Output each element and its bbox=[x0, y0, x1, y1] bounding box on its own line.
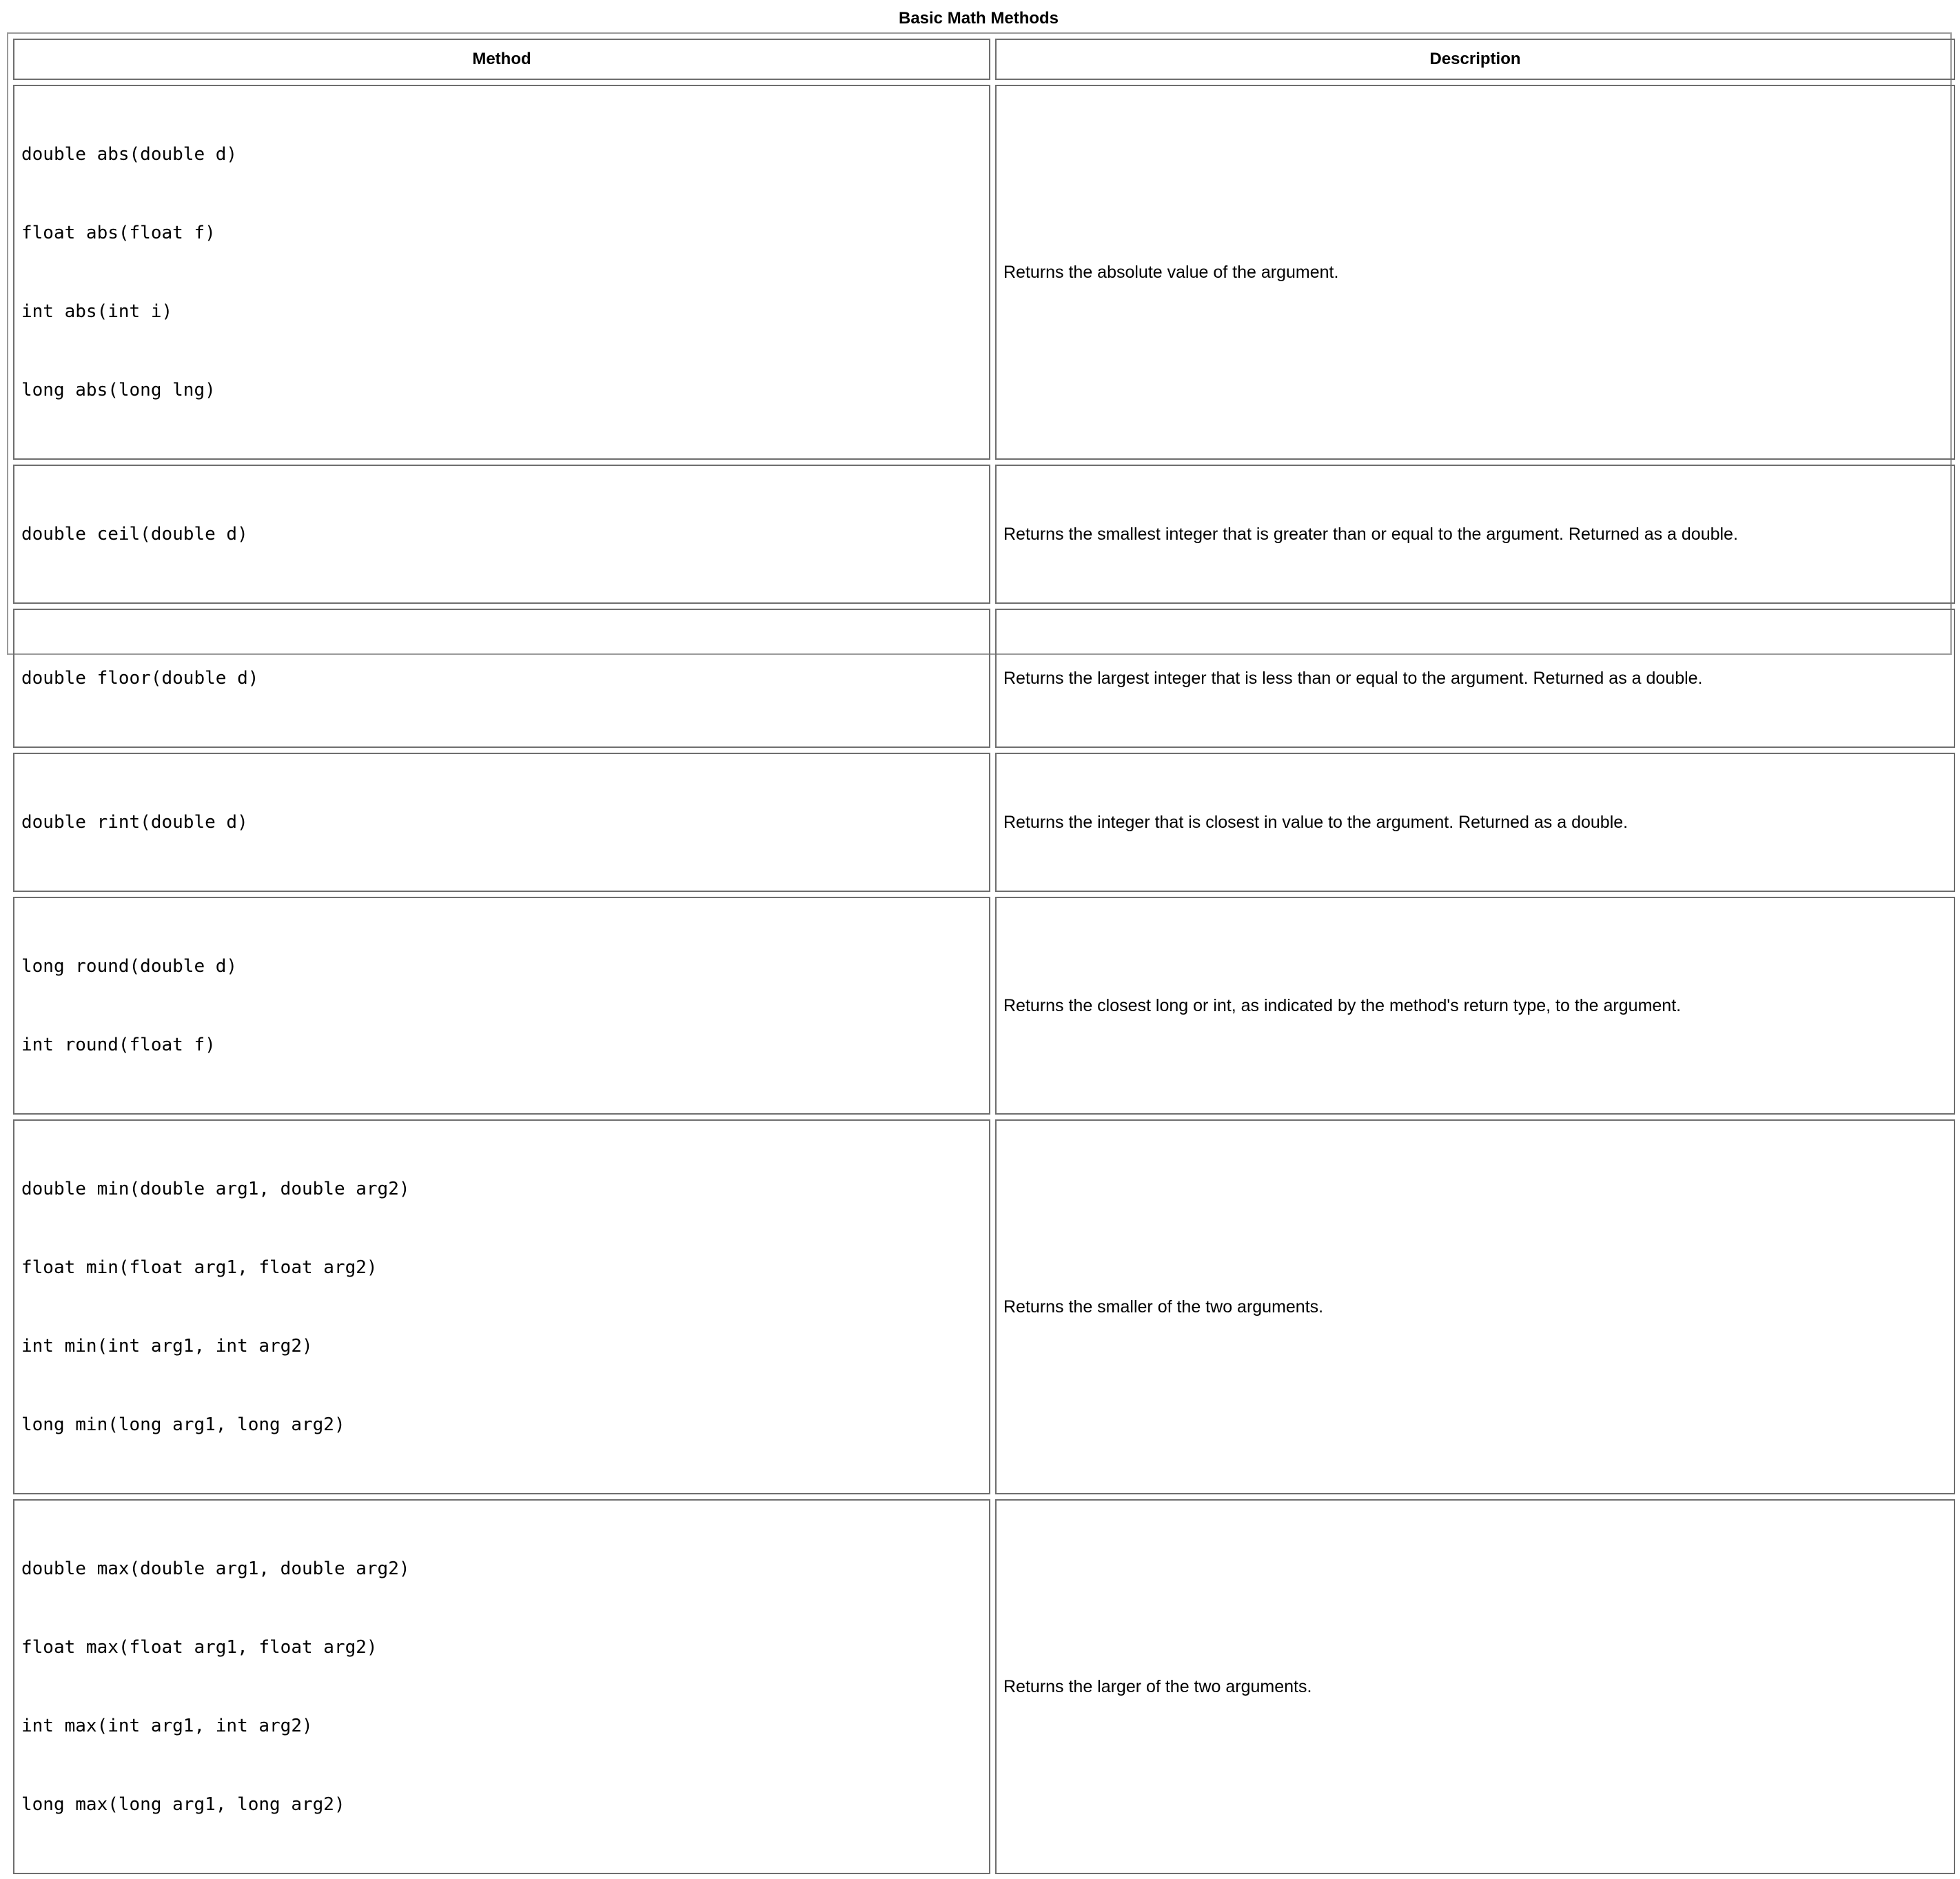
method-cell bbox=[13, 753, 990, 892]
method-signature: double max(double arg1, double arg2) bbox=[21, 1558, 410, 1579]
description-cell: Returns the larger of the two arguments. bbox=[995, 1499, 1955, 1874]
method-signature: float max(float arg1, float arg2) bbox=[21, 1637, 378, 1658]
method-cell bbox=[13, 897, 990, 1115]
method-cell bbox=[13, 1499, 990, 1874]
method-signature: long min(long arg1, long arg2) bbox=[21, 1414, 345, 1435]
method-signature: long max(long arg1, long arg2) bbox=[21, 1794, 345, 1815]
description-cell: Returns the largest integer that is less than or equal to the argument. Returned as a double. bbox=[995, 609, 1955, 748]
description-column-header: Description bbox=[995, 39, 1955, 80]
method-cell bbox=[13, 1119, 990, 1494]
method-signature: double rint(double d) bbox=[21, 812, 248, 833]
methods-table-frame bbox=[7, 32, 1952, 1815]
description-cell: Returns the integer that is closest in value to the argument. Returned as a double. bbox=[995, 753, 1955, 892]
description-cell: Returns the absolute value of the argument. bbox=[995, 85, 1955, 460]
table-row bbox=[13, 1499, 1955, 1874]
table-row bbox=[13, 609, 1955, 748]
description-cell: Returns the smaller of the two arguments. bbox=[995, 1119, 1955, 1494]
method-signature: int abs(int i) bbox=[21, 301, 173, 322]
table-row bbox=[13, 1119, 1955, 1494]
header-row bbox=[13, 39, 1955, 80]
method-signature: int min(int arg1, int arg2) bbox=[21, 1336, 313, 1357]
method-column-header: Method bbox=[13, 39, 990, 80]
method-signature: float min(float arg1, float arg2) bbox=[21, 1257, 378, 1278]
table-row bbox=[13, 753, 1955, 892]
method-signature: long abs(long lng) bbox=[21, 380, 216, 400]
method-signature: double min(double arg1, double arg2) bbox=[21, 1179, 410, 1199]
method-signature: double ceil(double d) bbox=[21, 524, 248, 545]
table-row bbox=[13, 897, 1955, 1115]
table-row bbox=[13, 85, 1955, 460]
method-cell bbox=[13, 85, 990, 460]
method-signature: int round(float f) bbox=[21, 1035, 216, 1055]
description-cell: Returns the smallest integer that is greater than or equal to the argument. Returned as a double. bbox=[995, 465, 1955, 604]
method-cell bbox=[13, 465, 990, 604]
method-signature: double abs(double d) bbox=[21, 144, 238, 165]
method-signature: long round(double d) bbox=[21, 956, 238, 977]
methods-table bbox=[8, 34, 1960, 1879]
method-cell bbox=[13, 609, 990, 748]
method-signature: float abs(float f) bbox=[21, 223, 216, 243]
method-signature: int max(int arg1, int arg2) bbox=[21, 1716, 313, 1736]
method-signature: double floor(double d) bbox=[21, 668, 259, 689]
table-caption: Basic Math Methods bbox=[898, 9, 1059, 28]
description-cell: Returns the closest long or int, as indicated by the method's return type, to the argument. bbox=[995, 897, 1955, 1115]
table-row bbox=[13, 465, 1955, 604]
